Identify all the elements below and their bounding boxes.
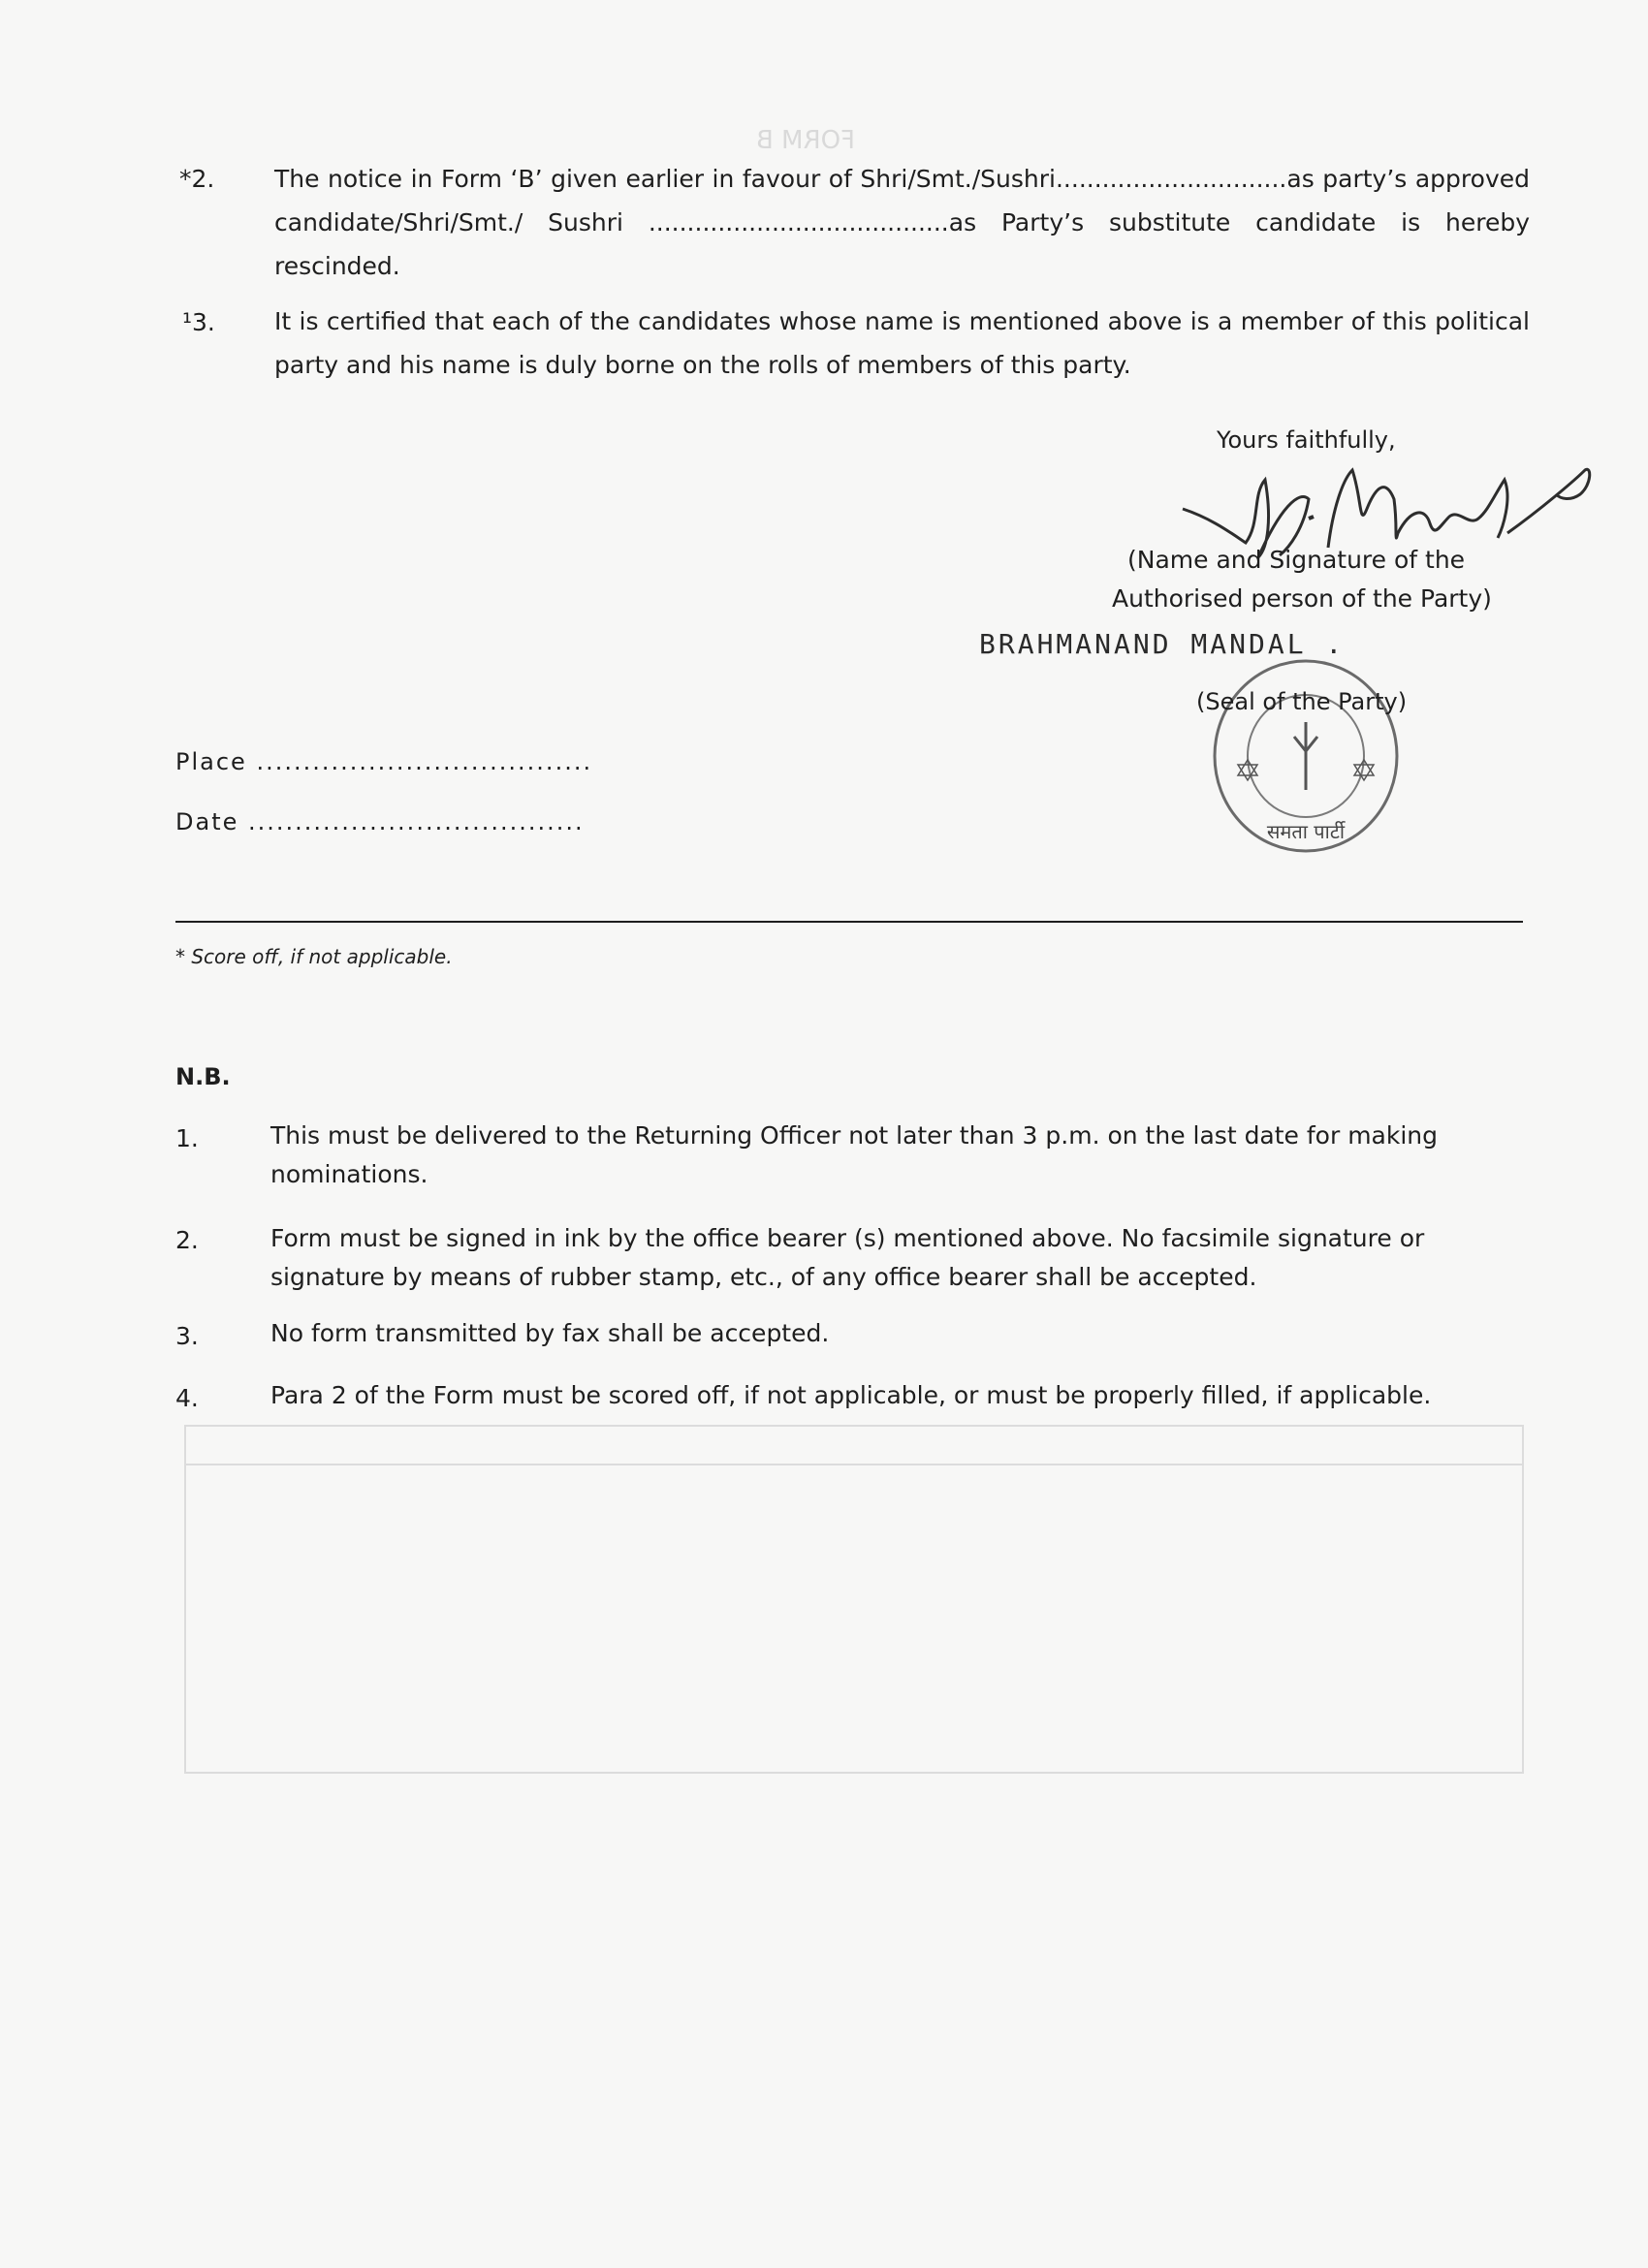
footnote-rule bbox=[175, 921, 1523, 923]
signature-caption-line-1: (Name and Signature of the bbox=[1127, 546, 1466, 574]
signature-caption-line-2: Authorised person of the Party) bbox=[1112, 584, 1492, 613]
item-number: *2. bbox=[179, 165, 215, 193]
show-through-table-bottom bbox=[184, 1772, 1522, 1774]
item-text: It is certified that each of the candidates whose name is mentioned above is a member of this political party and his name is duly borne on the rolls of members of this party. bbox=[274, 307, 1530, 379]
seal-text: समता पार्टी bbox=[1266, 820, 1346, 843]
nb-text: This must be delivered to the Returning Officer not later than 3 p.m. on the last date for making nominations. bbox=[270, 1121, 1439, 1188]
seal-caption: (Seal of the Party) bbox=[1196, 688, 1408, 715]
closing-text: Yours faithfully, bbox=[1217, 426, 1396, 454]
nb-number: 1. bbox=[175, 1124, 199, 1152]
item-text: The notice in Form ‘B’ given earlier in favour of Shri/Smt./Sushri..............................as party’s approved candidate/Shri/Smt./ Sushri .......................................as Party’s substitute candidate is hereby rescinded. bbox=[274, 165, 1530, 280]
nb-number: 2. bbox=[175, 1226, 199, 1254]
show-through-table-mid bbox=[184, 1464, 1522, 1465]
show-through-table-top bbox=[184, 1425, 1522, 1427]
date-field: Date .................................... bbox=[175, 808, 585, 835]
nb-number: 3. bbox=[175, 1322, 199, 1350]
nb-text: Para 2 of the Form must be scored off, if not applicable, or must be properly filled, if applicable. bbox=[270, 1381, 1432, 1409]
party-seal-icon bbox=[1207, 654, 1406, 858]
show-through-text: FORM B bbox=[756, 126, 856, 155]
nb-text: No form transmitted by fax shall be accepted. bbox=[270, 1319, 830, 1347]
footnote: * Score off, if not applicable. bbox=[175, 945, 453, 968]
nb-number: 4. bbox=[175, 1384, 199, 1412]
place-field: Place .................................... bbox=[175, 748, 593, 775]
signatory-name: BRAHMANAND MANDAL . bbox=[979, 628, 1346, 660]
nb-text: Form must be signed in ink by the office bearer (s) mentioned above. No facsimile signature or signature by means of rubber stamp, etc., of any office bearer shall be accepted. bbox=[270, 1224, 1425, 1291]
show-through-table-left bbox=[184, 1425, 186, 1774]
nb-heading: N.B. bbox=[175, 1063, 231, 1090]
item-number: ¹3. bbox=[182, 308, 215, 336]
show-through-table-right bbox=[1522, 1425, 1524, 1774]
